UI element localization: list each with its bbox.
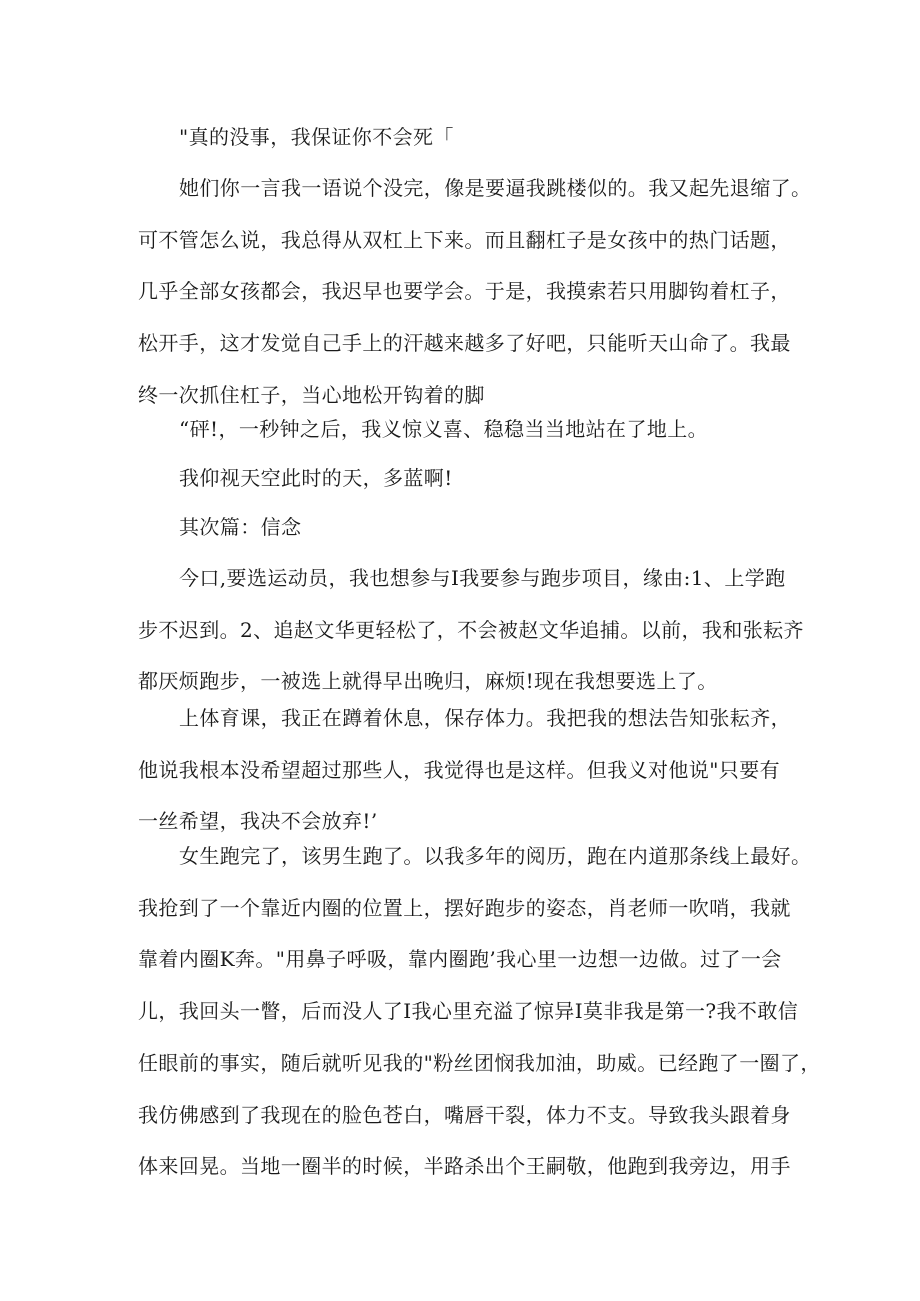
text-line: 终一次抓住杠子，当心地松开钩着的脚 — [138, 382, 485, 407]
text-line: 今口,要选运动员，我也想参与I我要参与跑步项目，缘由:1、上学跑 — [179, 566, 786, 590]
text-line: 几乎全部女孩都会，我迟早也要学会。于是，我摸索若只用脚钩着杠子， — [138, 279, 791, 304]
text-line: 体来回晃。当地一圈半的时候，半路杀出个王嗣敬，他跑到我旁边，用手 — [138, 1154, 791, 1179]
text-line: 儿，我回头一瞥，后而没人了I我心里充溢了惊异I莫非我是第一?我不敢信 — [138, 999, 799, 1024]
text-line: 我抢到了一个靠近内圈的位置上，摆好跑步的姿态，肖老师一吹哨，我就 — [138, 895, 791, 920]
paragraph-3 — [138, 404, 788, 456]
paragraph-6 — [138, 553, 804, 708]
paragraph-7 — [138, 693, 791, 848]
text-line: 她们你一言我一语说个没完，像是要逼我跳楼似的。我又起先退缩了。 — [179, 176, 812, 200]
paragraph-4 — [138, 453, 788, 505]
text-line: 都厌烦跑步，一被选上就得早出晚归，麻烦!现在我想要选上了。 — [138, 669, 718, 694]
paragraph-8 — [138, 831, 821, 1193]
text-line: 我仰视天空此时的天，多蓝啊! — [179, 466, 453, 490]
text-line: 松开手，这才发觉自己手上的汗越来越多了好吧，只能听天山命了。我最 — [138, 331, 791, 356]
text-line: 步不迟到。2、追赵文华更轻松了，不会被赵文华追捕。以前，我和张耘齐 — [138, 617, 804, 642]
paragraph-1 — [138, 112, 788, 164]
paragraph-5 — [138, 502, 788, 554]
text-line: “砰!，一秒钟之后，我义惊义喜、稳稳当当地站在了地上。 — [179, 417, 709, 441]
section-heading: 其次篇：信念 — [179, 515, 302, 539]
text-line: 一丝希望，我决不会放弃!’ — [138, 809, 378, 834]
text-line: 可不管怎么说，我总得从双杠上下来。而且翻杠子是女孩中的热门话题， — [138, 227, 791, 252]
text-line: 任眼前的事实，随后就听见我的"粉丝团悯我加油，助威。已经跑了一圈了， — [138, 1050, 821, 1075]
text-line: 他说我根本没希望超过那些人，我觉得也是这样。但我义对他说"只要有 — [138, 757, 780, 782]
paragraph-2 — [138, 163, 812, 422]
text-line: 靠着内圈K奔。"用鼻子呼吸，靠内圈跑’我心里一边想一边做。过了一会 — [138, 947, 782, 972]
text-line: 我仿佛感到了我现在的脸色苍白，嘴唇干裂，体力不支。导致我头跟着身 — [138, 1102, 791, 1127]
text-line: 上体育课，我正在蹲着休息，保存体力。我把我的想法告知张耘齐， — [179, 706, 791, 730]
text-line: 女生跑完了，该男生跑了。以我多年的阅历，跑在内道那条线上最好。 — [179, 844, 812, 868]
text-line: "真的没事，我保证你不会死「 — [179, 125, 454, 149]
